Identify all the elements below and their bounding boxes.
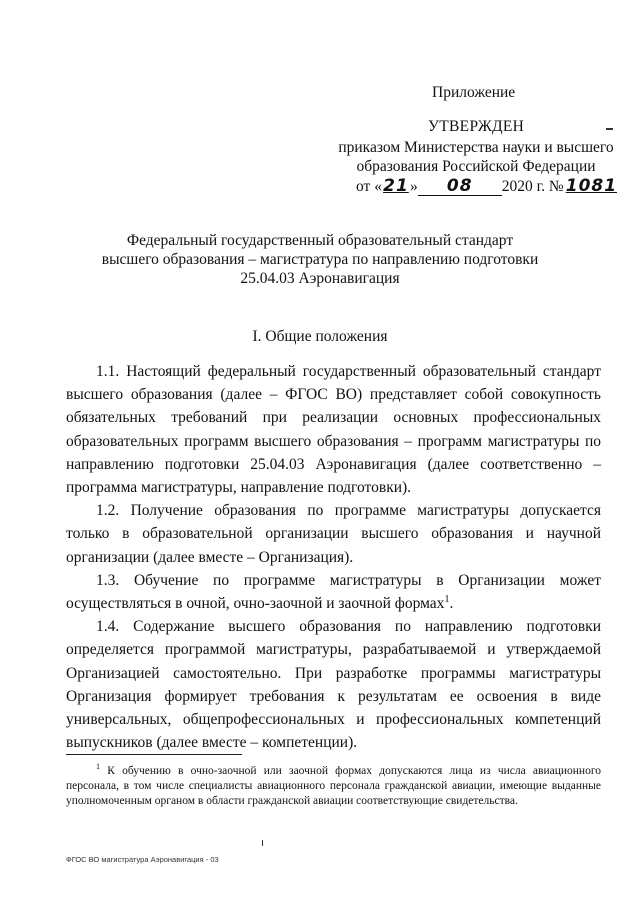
- date-prefix: от «: [356, 178, 382, 195]
- footnote-number: 1: [96, 762, 100, 772]
- footnote-ref: 1: [444, 593, 450, 605]
- date-quote-close: »: [409, 178, 418, 195]
- handwritten-order-number: 1081: [565, 176, 618, 196]
- handwritten-day: 21: [383, 176, 409, 196]
- title-line-1: Федеральный государственный образовательный стандарт: [126, 232, 514, 249]
- approved-label: УТВЕРЖДЕН: [428, 118, 525, 135]
- year-number-label: 2020 г. №: [501, 178, 564, 195]
- paragraph-1-1: 1.1. Настоящий федеральный государственный образовательный стандарт высшего образования (далее – ФГОС ВО) представляет собой совокупность обязательных требований при реализации основных профессиональных образовательных программ высшего образования – программ магистратуры по направлению подготовки 25.04.03 Аэронавигация (далее соответственно – программа магистратуры, направление подготовки).: [66, 363, 601, 497]
- title-line-3: 25.04.03 Аэронавигация: [240, 270, 400, 287]
- order-line-1: приказом Министерства науки и высшего: [338, 139, 614, 156]
- footnote: [66, 764, 601, 809]
- footnote-separator: [66, 754, 242, 755]
- appendix-label: Приложение: [432, 84, 516, 101]
- paragraph-1-3: [66, 569, 601, 615]
- document-title: [70, 231, 570, 288]
- title-line-2: высшего образования – магистратура по направлению подготовки: [101, 251, 539, 268]
- pen-mark: [606, 128, 613, 130]
- footnote-text: К обучению в очно-заочной или заочной формах допускаются лица из числа авиационного персонала, в том числе специалисты авиационного персонала гражданской авиации, имеющие выданные уполномоченным органом в области гражданской авиации соответствующие свидетельства.: [66, 765, 602, 807]
- order-line-2: образования Российской Федерации: [356, 158, 596, 175]
- paragraph-1-3-end: .: [449, 595, 454, 613]
- paragraph-1-4: 1.4. Содержание высшего образования по направлению подготовки определяется программой магистратуры, разрабатываемой и утверждаемой Организацией самостоятельно. При разработке программы магистратуры Организация формирует требования к результатам ее освоения в виде универсальных, общепрофессиональных и профессиональных компетенций выпускников (далее вместе – компетенции).: [66, 618, 601, 752]
- paragraph-1-2: 1.2. Получение образования по программе магистратуры допускается только в образовательной организации высшего образования и научной организации (далее вместе – Организация).: [66, 502, 601, 566]
- scan-mark: [262, 840, 263, 846]
- page-footer: ФГОС ВО магистратура Аэронавигация - 03: [66, 855, 219, 864]
- order-date-line: [356, 176, 617, 196]
- document-body: [66, 360, 601, 754]
- section-heading: I. Общие положения: [252, 328, 388, 345]
- handwritten-month: 08: [418, 178, 502, 196]
- order-reference: [338, 138, 614, 176]
- paragraph-1-3-text: 1.3. Обучение по программе магистратуры в Организации может осуществляться в очной, очно-заочной и заочной формах: [66, 571, 601, 613]
